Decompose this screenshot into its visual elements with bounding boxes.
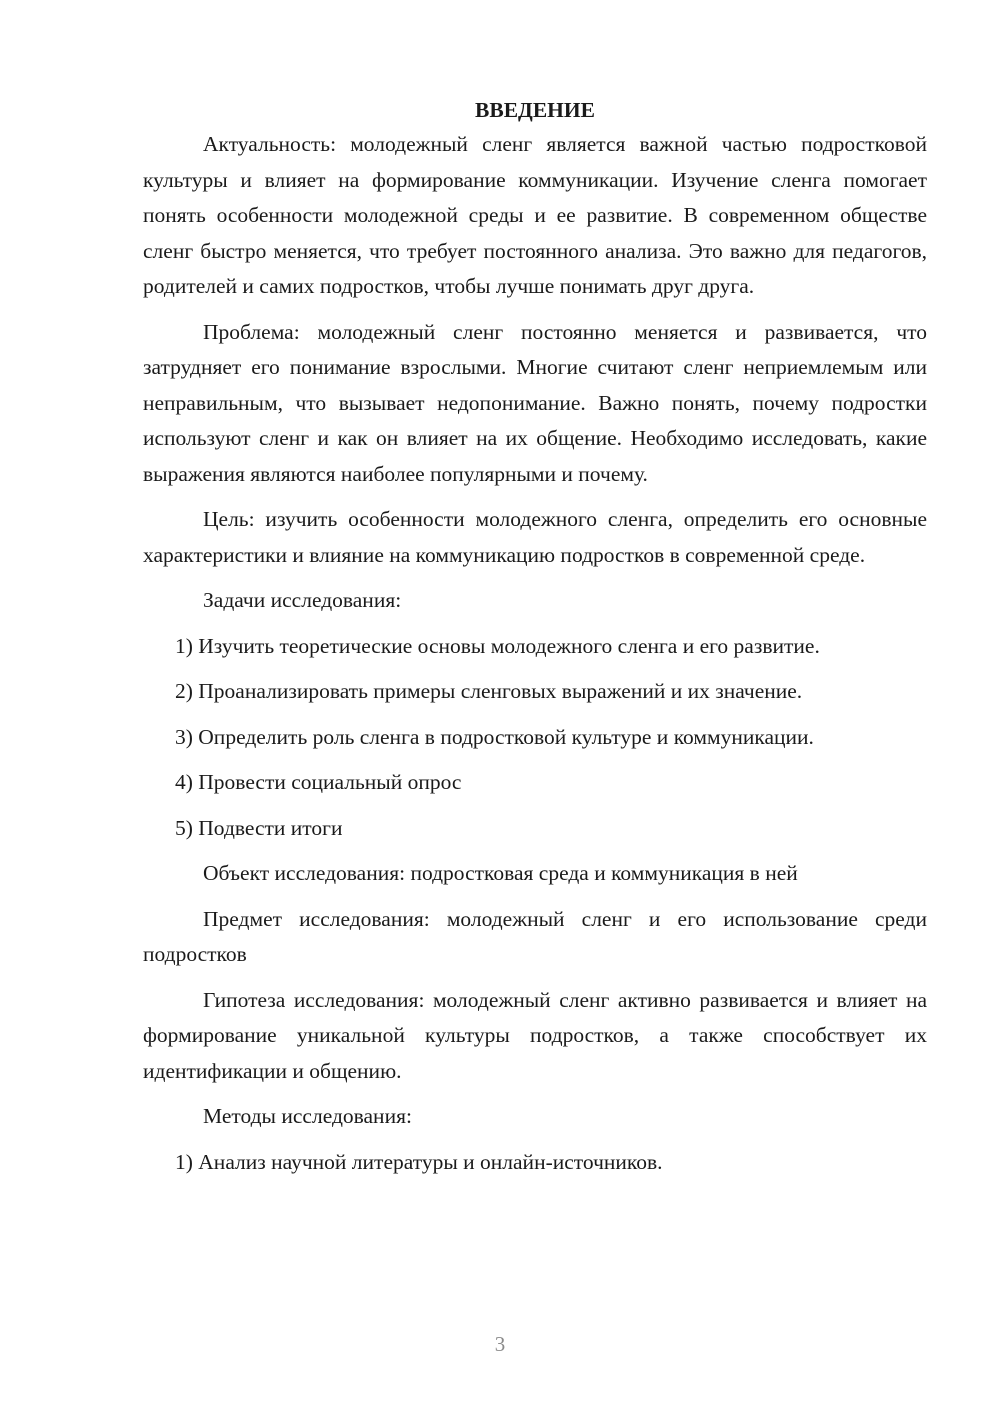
goal-paragraph: Цель: изучить особенности молодежного сленга, определить его основные характеристики и влияние на коммуникацию подростков в современной среде.: [143, 507, 927, 567]
task-item: 4) Провести социальный опрос: [175, 770, 462, 794]
methods-heading: Методы исследования:: [203, 1104, 412, 1128]
method-item: 1) Анализ научной литературы и онлайн-источников.: [175, 1149, 663, 1174]
task-item: 5) Подвести итоги: [175, 815, 343, 840]
tasks-list: [143, 629, 927, 847]
task-item: 3) Определить роль сленга в подростковой культуре и коммуникации.: [175, 724, 814, 749]
methods-list: [143, 1145, 927, 1181]
hypothesis-paragraph: Гипотеза исследования: молодежный сленг активно развивается и влияет на формирование уникальной культуры подростков, а также способствует их идентификации и общению.: [143, 987, 927, 1083]
subject-paragraph: Предмет исследования: молодежный сленг и его использование среди подростков: [143, 906, 927, 966]
tasks-heading: Задачи исследования:: [203, 588, 402, 612]
task-item: 1) Изучить теоретические основы молодежного сленга и его развитие.: [175, 633, 820, 658]
task-item: 2) Проанализировать примеры сленговых выражений и их значение.: [175, 679, 803, 703]
page-number: 3: [494, 1332, 506, 1356]
section-title: ВВЕДЕНИЕ: [475, 98, 595, 122]
document-page: [143, 94, 927, 1190]
object-paragraph: Объект исследования: подростковая среда и коммуникация в ней: [203, 861, 798, 885]
relevance-paragraph: Актуальность: молодежный сленг является важной частью подростковой культуры и влияет на формирование коммуникации. Изучение сленга помогает понять особенности молодежной среды и ее развитие. В современном обществе сленг быстро меняется, что требует постоянного анализа. Это важно для педагогов, родителей и самих подростков, чтобы лучше понимать друг друга.: [143, 132, 927, 298]
problem-paragraph: Проблема: молодежный сленг постоянно меняется и развивается, что затрудняет его понимание взрослыми. Многие считают сленг неприемлемым или неправильным, что вызывает недопонимание. Важно понять, почему подростки используют сленг и как он влияет на их общение. Необходимо исследовать, какие выражения являются наиболее популярными и почему.: [143, 319, 927, 486]
